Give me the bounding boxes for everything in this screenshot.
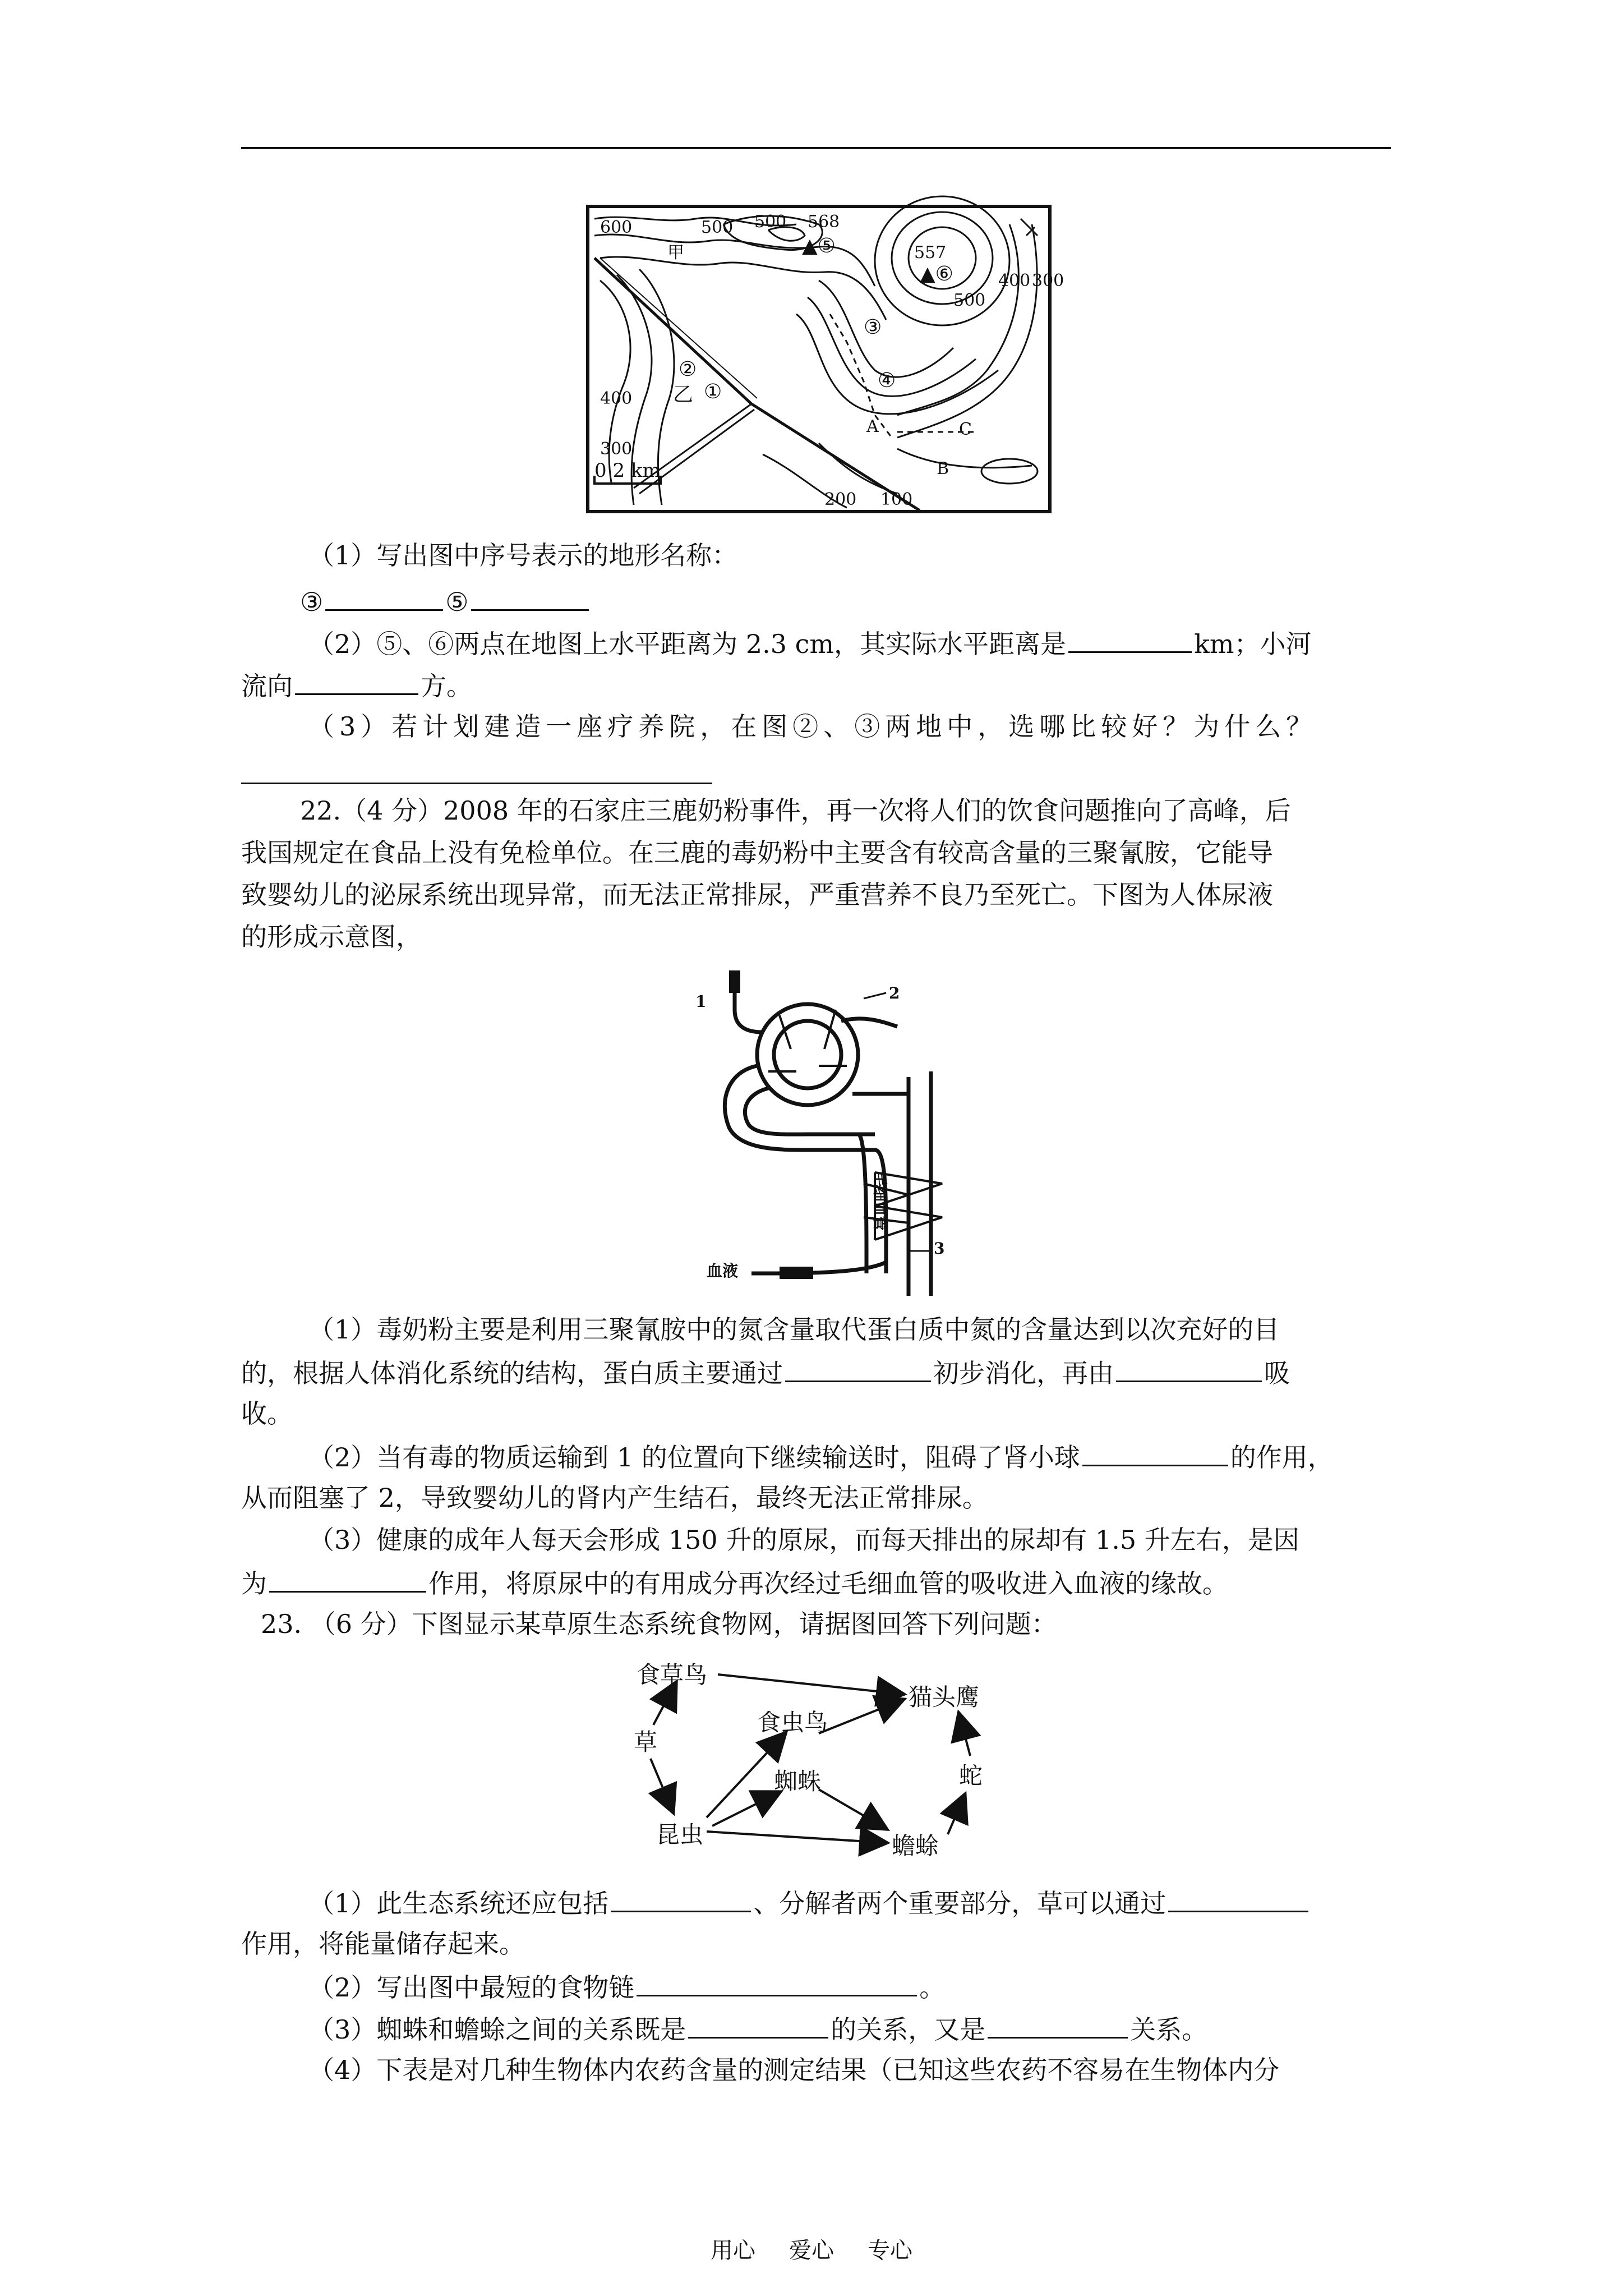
- q23-sub3-text: （3）蜘蛛和蟾蜍之间的关系既是: [308, 2014, 686, 2045]
- contour-label: 600: [600, 218, 633, 237]
- q22-sub1-text: 的，根据人体消化系统的结构，蛋白质主要通过: [241, 1358, 783, 1388]
- q22-sub1-line3: 收。: [241, 1398, 293, 1429]
- answer-blank[interactable]: [471, 583, 589, 611]
- q23-sub1-line1: [308, 1885, 1311, 1920]
- answer-blank[interactable]: [1068, 625, 1192, 653]
- food-web-node: 食草鸟: [637, 1661, 708, 1688]
- q22-intro: 的形成示意图，: [241, 922, 422, 952]
- nephron-diagram: [695, 959, 953, 1307]
- q21-sub2-end: 方。: [421, 671, 472, 701]
- contour-label: 300: [600, 439, 633, 459]
- capillary-label: 毛细血管: [871, 1172, 888, 1231]
- q23-sub3-text: 关系。: [1130, 2014, 1208, 2045]
- answer-blank[interactable]: [1082, 1439, 1228, 1466]
- contour-label: 400: [600, 389, 633, 408]
- q22-intro: 我国规定在食品上没有免检单位。在三鹿的毒奶粉中主要含有较高含量的三聚氰胺，它能导: [241, 838, 1273, 868]
- food-web-node: 蟾蜍: [892, 1832, 939, 1860]
- answer-blank[interactable]: [269, 1565, 426, 1593]
- point-label: ③: [864, 316, 882, 339]
- q21-sub1-answers: [300, 583, 591, 619]
- contour-label: 500: [754, 212, 787, 232]
- elevation-label: 568: [808, 212, 840, 232]
- q23-sub2: [308, 1969, 945, 2004]
- q21-sub2-line1: [308, 625, 1312, 661]
- point-label: ①: [704, 380, 722, 403]
- q23-sub1-text: （1）此生态系统还应包括: [308, 1888, 609, 1918]
- contour-label: 400: [998, 271, 1031, 291]
- q22-sub1-text: 初步消化，再由: [933, 1358, 1114, 1388]
- answer-blank[interactable]: [1116, 1355, 1262, 1382]
- q23-sub2-text: 。: [919, 1972, 946, 2003]
- q21-sub2-text: 流向: [241, 671, 293, 701]
- point-label: C: [959, 420, 972, 439]
- footer-text: 专心: [868, 2238, 912, 2263]
- answer-blank[interactable]: [785, 1355, 931, 1382]
- contour-label: 500: [701, 218, 734, 237]
- q22-sub2-line1: [308, 1439, 1334, 1474]
- map-scale: 0 2 km: [594, 459, 661, 482]
- q23-sub1-text: 、分解者两个重要部分，草可以通过: [753, 1888, 1166, 1918]
- q22-intro: 致婴幼儿的泌尿系统出现异常，而无法正常排尿，严重营养不良乃至死亡。下图为人体尿液: [241, 880, 1273, 910]
- contour-label: 500: [953, 291, 986, 310]
- q22-sub2-line2: 从而阻塞了 2，导致婴幼儿的肾内产生结石，最终无法正常排尿。: [241, 1483, 988, 1513]
- q22-sub3-line1: （3）健康的成年人每天会形成 150 升的原尿，而每天排出的尿却有 1.5 升左右，是因: [308, 1525, 1299, 1555]
- q21-sub3: （3）若计划建造一座疗养院，在图②、③两地中，选哪比较好？为什么？: [308, 711, 1317, 742]
- point-label: ▲⑥: [920, 263, 953, 286]
- food-web-diagram: [623, 1649, 1015, 1874]
- q22-sub2-text: 的作用，: [1230, 1442, 1334, 1473]
- q21-sub2-unit: km；小河: [1194, 629, 1312, 659]
- q22-sub3-line2: [241, 1565, 1228, 1600]
- q21-sub1: （1）写出图中序号表示的地形名称：: [308, 540, 738, 570]
- answer-blank[interactable]: [611, 1885, 751, 1912]
- point-label: ④: [878, 369, 896, 392]
- point-label: B: [937, 459, 949, 478]
- answer-line[interactable]: [241, 783, 712, 784]
- contour-map: [583, 202, 1064, 516]
- header-rule: [241, 147, 1391, 149]
- answer-blank[interactable]: [295, 668, 418, 695]
- answer-blank[interactable]: [988, 2011, 1128, 2039]
- q22-sub2-text: （2）当有毒的物质运输到 1 的位置向下继续输送时，阻碍了肾小球: [308, 1442, 1080, 1473]
- elevation-label: 557: [914, 243, 947, 263]
- contour-label: 200: [824, 490, 857, 509]
- answer-blank[interactable]: [1168, 1885, 1308, 1912]
- q23-sub3-text: 的关系，又是: [831, 2014, 986, 2045]
- footer-text: 用心: [711, 2238, 755, 2263]
- q22-sub3-text: 为: [241, 1568, 267, 1599]
- food-web-node: 猫头鹰: [909, 1683, 980, 1711]
- q22-intro: 22.（4 分）2008 年的石家庄三鹿奶粉事件，再一次将人们的饮食问题推向了高峰，后: [300, 795, 1291, 826]
- food-web-node: 蛇: [959, 1762, 983, 1789]
- page-footer: [0, 2233, 1623, 2265]
- q23-sub1-line2: 作用，将能量储存起来。: [241, 1929, 525, 1959]
- label-3: 3: [934, 1239, 945, 1258]
- q21-sub2-line2: [241, 668, 472, 703]
- food-web-node: 昆虫: [656, 1821, 704, 1848]
- food-web-node: 食虫鸟: [757, 1709, 828, 1736]
- q23-sub4: （4）下表是对几种生物体内农药含量的测定结果（已知这些农药不容易在生物体内分: [308, 2055, 1280, 2085]
- point-label: A: [866, 417, 879, 436]
- contour-label: 100: [880, 490, 913, 509]
- q22-sub3-text: 作用，将原尿中的有用成分再次经过毛细血管的吸收进入血液的缘故。: [428, 1568, 1228, 1599]
- q22-sub1: （1）毒奶粉主要是利用三聚氰胺中的氮含量取代蛋白质中氮的含量达到以次充好的目: [308, 1314, 1280, 1345]
- label-5: ⑤: [445, 587, 469, 617]
- q22-sub1-line2: [241, 1355, 1290, 1390]
- food-web-node: 草: [634, 1728, 658, 1756]
- q23-sub2-text: （2）写出图中最短的食物链: [308, 1972, 635, 2003]
- point-label: ▲⑤: [802, 234, 836, 257]
- place-label: 乙: [673, 383, 694, 406]
- label-2: 2: [889, 984, 900, 1002]
- q23-intro: 23. （6 分）下图显示某草原生态系统食物网，请据图回答下列问题：: [261, 1609, 1057, 1639]
- footer-text: 爱心: [789, 2238, 834, 2263]
- answer-blank[interactable]: [688, 2011, 828, 2039]
- answer-blank[interactable]: [325, 583, 443, 611]
- answer-blank[interactable]: [637, 1969, 917, 1996]
- blood-label: 血液: [707, 1262, 739, 1280]
- place-label: 甲: [667, 243, 684, 263]
- point-label: ②: [679, 358, 697, 381]
- q23-sub3: [308, 2011, 1207, 2046]
- q22-sub1-text: 吸: [1264, 1358, 1290, 1388]
- contour-label: 300: [1032, 271, 1064, 291]
- q21-sub2-text: （2）⑤、⑥两点在地图上水平距离为 2.3 cm，其实际水平距离是: [308, 629, 1067, 659]
- label-3: ③: [300, 587, 324, 617]
- label-1: 1: [695, 992, 707, 1011]
- food-web-node: 蜘蛛: [774, 1768, 822, 1795]
